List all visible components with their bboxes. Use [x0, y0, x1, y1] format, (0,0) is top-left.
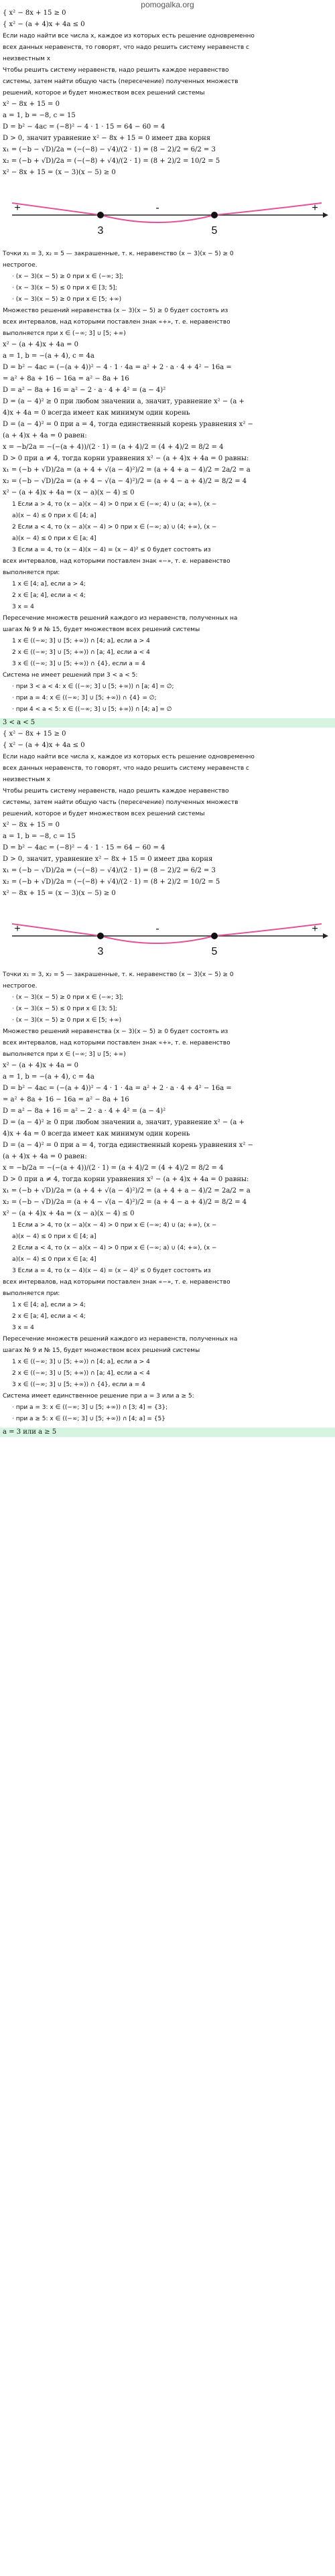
text-line: неизвестным x: [3, 56, 51, 62]
text-line: нестрогое.: [3, 262, 38, 269]
text-line: a)(x − 4) ≤ 0 при x ∈ [a; 4]: [12, 535, 96, 542]
text-line: = a² + 8a + 16 − 16a = a² − 8a + 16: [3, 1096, 129, 1103]
text-line: x² − (a + 4)x + 4a = (x − a)(x − 4) ≤ 0: [3, 489, 135, 496]
text-line: x² − 8x + 15 = 0: [3, 821, 60, 829]
text-line: a = 1, b = −(a + 4), c = 4a: [3, 352, 94, 360]
text-line: шагах № 9 и № 15, будет множеством всех решений системы: [3, 626, 200, 633]
text-line: 3 x = 4: [12, 1325, 34, 1331]
text-line: выполняется при x ∈ (−∞; 3] ∪ [5; +∞): [3, 1051, 126, 1058]
text-line: x₂ = (−b + √D)/2a = (−(−8) + √4)/(2 · 1) = (8 + 2)/2 = 10/2 = 5: [3, 878, 220, 886]
text-line: Система имеет единственное решение при a = 3 или a ≥ 5:: [3, 1393, 194, 1400]
tick-label-5: 5: [211, 225, 218, 236]
text-line: нестрогое.: [3, 983, 38, 990]
point-3: [97, 212, 104, 218]
text-line: всех интервалов, над которыми поставлен знак «−», т. е. неравенство: [3, 1279, 230, 1286]
axis-arrow-icon: [323, 212, 328, 218]
text-line: · при a = 4: x ∈ ((−∞; 3] ∪ [5; +∞)) ∩ {4} = ∅;: [12, 695, 157, 701]
text-line: Пересечение множеств решений каждого из неравенств, полученных на: [3, 1336, 238, 1343]
text-line: Множество решений неравенства (x − 3)(x − 5) ≥ 0 будет состоять из: [3, 1028, 228, 1035]
answer-text: 3 < a < 5: [3, 719, 36, 726]
text-line: 3 x = 4: [12, 604, 34, 610]
text-line: 1 x ∈ ((−∞; 3] ∪ [5; +∞)) ∩ [4; a], если a > 4: [12, 638, 150, 645]
text-line: 3 Если a = 4, то (x − 4)(x − 4) = (x − 4)² ≤ 0 будет состоять из: [12, 547, 211, 553]
text-line: x² − 8x + 15 = 0: [3, 100, 60, 108]
text-line: 2 Если a < 4, то (x − a)(x − 4) > 0 при x ∈ (−∞; a) ∪ (4; +∞), (x −: [12, 1245, 217, 1251]
text-line: x₂ = (−b − √D)/2a = (a + 4 − √(a − 4)²)/2 = (a + 4 − a + 4)/2 = 8/2 = 4: [3, 1199, 247, 1206]
text-line: 4)x + 4a = 0 всегда имеет как минимум один корень: [3, 1130, 190, 1138]
text-line: выполняется при x ∈ (−∞; 3] ∪ [5; +∞): [3, 330, 126, 337]
text-line: 2 x ∈ [a; 4], если a < 4;: [12, 1313, 86, 1320]
text-line: x² − 8x + 15 = (x − 3)(x − 5) ≥ 0: [3, 890, 116, 897]
text-line: { x² − (a + 4)x + 4a ≤ 0: [3, 21, 85, 28]
text-line: · при 4 < a < 5: x ∈ ((−∞; 3] ∪ [5; +∞)) ∩ [4; a] = ∅: [12, 706, 172, 713]
plus-sign-left: +: [14, 202, 21, 214]
text-line: (a + 4)x + 4a = 0 равен:: [3, 432, 87, 439]
text-line: D = b² − 4ac = (−8)² − 4 · 1 · 15 = 64 − 60 = 4: [3, 123, 165, 131]
sign-arc-right: [214, 203, 322, 215]
text-line: x₂ = (−b + √D)/2a = (−(−8) + √4)/(2 · 1) = (8 + 2)/2 = 10/2 = 5: [3, 157, 220, 165]
text-line: a)(x − 4) ≤ 0 при x ∈ [4; a]: [12, 1233, 96, 1240]
text-line: D = b² − 4ac = (−8)² − 4 · 1 · 15 = 64 − 60 = 4: [3, 844, 165, 852]
text-line: Система не имеет решений при 3 < a < 5:: [3, 672, 138, 679]
text-line: D > 0 при a ≠ 4, тогда корни уравнения x² − (a + 4)x + 4a = 0 равны:: [3, 1176, 249, 1183]
text-line: a)(x − 4) ≤ 0 при x ∈ [4; a]: [12, 513, 96, 519]
number-line-svg: [0, 904, 335, 968]
site-logo[interactable]: pomogalka.org: [141, 0, 194, 9]
text-line: системы, затем найти общую часть (пересечение) полученных множеств: [3, 78, 239, 85]
text-line: D = a² − 8a + 16 = a² − 2 · a · 4 + 4² = (a − 4)²: [3, 387, 166, 394]
text-line: { x² − (a + 4)x + 4a ≤ 0: [3, 742, 85, 749]
text-line: D > 0, значит, уравнение x² − 8x + 15 = 0 имеет два корня: [3, 856, 213, 863]
text-line: всех интервалов, над которыми поставлен знак «+», т. е. неравенство: [3, 1040, 230, 1046]
text-line: Чтобы решить систему неравенств, надо решить каждое неравенство: [3, 788, 229, 795]
text-line: x = −b/2a = −(−(a + 4))/(2 · 1) = (a + 4)/2 = (4 + 4)/2 = 8/2 = 4: [3, 444, 224, 451]
text-line: 1 Если a > 4, то (x − a)(x − 4) > 0 при x ∈ (−∞; 4) ∪ (a; +∞), (x −: [12, 501, 217, 508]
text-line: a = 1, b = −8, c = 15: [3, 833, 76, 840]
text-line: решений, которое и будет множеством всех решений системы: [3, 90, 205, 96]
tick-label-3: 3: [97, 225, 104, 236]
point-5: [211, 933, 218, 939]
text-line: D > 0 при a ≠ 4, тогда корни уравнения x² − (a + 4)x + 4a = 0 равны:: [3, 455, 249, 462]
text-line: Если надо найти все числа x, каждое из которых есть решение одновременно: [3, 754, 255, 760]
text-line: 4)x + 4a = 0 всегда имеет как минимум один корень: [3, 409, 190, 417]
text-line: · при a = 3: x ∈ ((−∞; 3] ∪ [5; +∞)) ∩ [3; 4] = {3};: [12, 1404, 168, 1411]
minus-sign-middle: -: [155, 923, 159, 935]
text-line: · (x − 3)(x − 5) ≤ 0 при x ∈ [3; 5];: [12, 285, 117, 291]
text-line: { x² − 8x + 15 ≥ 0: [3, 730, 66, 738]
text-line: · (x − 3)(x − 5) ≥ 0 при x ∈ [5; +∞): [12, 1017, 122, 1024]
text-line: x₁ = (−b − √D)/2a = (−(−8) − √4)/(2 · 1) = (8 − 2)/2 = 6/2 = 3: [3, 146, 216, 153]
text-line: 1 Если a > 4, то (x − a)(x − 4) > 0 при x ∈ (−∞; 4) ∪ (a; +∞), (x −: [12, 1222, 217, 1229]
text-line: x₁ = (−b − √D)/2a = (−(−8) − √4)/(2 · 1) = (8 − 2)/2 = 6/2 = 3: [3, 867, 216, 874]
text-line: 1 x ∈ ((−∞; 3] ∪ [5; +∞)) ∩ [4; a], если a > 4: [12, 1359, 150, 1365]
text-line: x² − (a + 4)x + 4a = 0: [3, 1062, 79, 1069]
text-line: D = b² − 4ac = (−(a + 4))² − 4 · 1 · 4a = a² + 2 · a · 4 + 4² − 16a =: [3, 1085, 232, 1092]
text-line: D = (a − 4)² ≥ 0 при любом значении a, значит, уравнение x² − (a +: [3, 1119, 245, 1126]
text-line: Множество решений неравенства (x − 3)(x − 5) ≥ 0 будет состоять из: [3, 308, 228, 314]
sign-arc-left: [12, 924, 100, 936]
text-line: x₁ = (−b + √D)/2a = (a + 4 + √(a − 4)²)/2 = (a + 4 + a − 4)/2 = 2a/2 = a: [3, 1187, 251, 1195]
sign-arc-middle: [100, 215, 214, 222]
sign-arc-right: [214, 924, 322, 936]
number-line-svg: [0, 183, 335, 247]
tick-label-5: 5: [211, 946, 218, 957]
text-line: 3 x ∈ ((−∞; 3] ∪ [5; +∞)) ∩ {4}, если a = 4: [12, 1381, 145, 1388]
text-line: системы, затем найти общую часть (пересечение) полученных множеств: [3, 799, 239, 806]
text-line: { x² − 8x + 15 ≥ 0: [3, 9, 66, 17]
text-line: D = (a − 4)² = 0 при a = 4, тогда единственный корень уравнения x² −: [3, 1142, 253, 1149]
text-line: (a + 4)x + 4a = 0 равен:: [3, 1153, 87, 1160]
minus-sign-middle: -: [155, 202, 159, 214]
text-line: Чтобы решить систему неравенств, надо решить каждое неравенство: [3, 67, 229, 74]
text-line: x₂ = (−b − √D)/2a = (a + 4 − √(a − 4)²)/2 = (a + 4 − a + 4)/2 = 8/2 = 4: [3, 478, 247, 485]
text-line: выполняется при:: [3, 1290, 60, 1297]
text-line: = a² + 8a + 16 − 16a = a² − 8a + 16: [3, 375, 129, 383]
text-line: Точки x₁ = 3, x₂ = 5 — закрашенные, т. к. неравенство (x − 3)(x − 5) ≥ 0: [3, 971, 234, 978]
answer-highlight-2: [0, 1428, 335, 1437]
answer-text-2: a = 3 или a ≥ 5: [3, 1428, 57, 1436]
plus-sign-right: +: [312, 923, 318, 935]
text-line: x = −b/2a = −(−(a + 4))/(2 · 1) = (a + 4)/2 = (4 + 4)/2 = 8/2 = 4: [3, 1164, 224, 1172]
text-line: · (x − 3)(x − 5) ≥ 0 при x ∈ (−∞; 3];: [12, 994, 124, 1001]
text-line: шагах № 9 и № 15, будет множеством всех решений системы: [3, 1347, 200, 1354]
text-line: решений, которое и будет множеством всех решений системы: [3, 811, 205, 817]
number-line-diagram-2: [0, 904, 335, 968]
sign-arc-middle: [100, 936, 214, 943]
text-line: D = b² − 4ac = (−(a + 4))² − 4 · 1 · 4a = a² + 2 · a · 4 + 4² − 16a =: [3, 364, 232, 371]
text-line: a = 1, b = −8, c = 15: [3, 112, 76, 119]
text-line: · (x − 3)(x − 5) ≤ 0 при x ∈ [3; 5];: [12, 1006, 117, 1012]
text-line: D = (a − 4)² = 0 при a = 4, тогда единственный корень уравнения x² −: [3, 421, 253, 428]
text-line: · (x − 3)(x − 5) ≥ 0 при x ∈ (−∞; 3];: [12, 273, 124, 280]
text-line: Если надо найти все числа x, каждое из которых есть решение одновременно: [3, 33, 255, 40]
axis-arrow-icon: [323, 933, 328, 939]
text-line: всех данных неравенств, то говорят, что надо решить систему неравенств с: [3, 44, 249, 51]
text-line: 3 Если a = 4, то (x − 4)(x − 4) = (x − 4)² ≤ 0 будет состоять из: [12, 1268, 211, 1274]
text-line: всех интервалов, над которыми поставлен знак «−», т. е. неравенство: [3, 558, 230, 565]
text-line: Точки x₁ = 3, x₂ = 5 — закрашенные, т. к. неравенство (x − 3)(x − 5) ≥ 0: [3, 251, 234, 257]
plus-sign-left: +: [14, 923, 21, 935]
text-line: · при 3 < a < 4: x ∈ ((−∞; 3] ∪ [5; +∞)) ∩ [a; 4] = ∅;: [12, 683, 174, 690]
text-line: выполняется при:: [3, 569, 60, 576]
text-line: D = a² − 8a + 16 = a² − 2 · a · 4 + 4² = (a − 4)²: [3, 1107, 166, 1115]
plus-sign-right: +: [312, 202, 318, 214]
number-line-diagram: [0, 183, 335, 247]
tick-label-3: 3: [97, 946, 104, 957]
text-line: D > 0, значит уравнение x² − 8x + 15 = 0 имеет два корня: [3, 135, 211, 142]
text-line: 2 x ∈ ((−∞; 3] ∪ [5; +∞)) ∩ [a; 4], если a < 4: [12, 1370, 150, 1377]
text-line: x₁ = (−b + √D)/2a = (a + 4 + √(a − 4)²)/2 = (a + 4 + a − 4)/2 = 2a/2 = a: [3, 466, 251, 474]
text-line: 3 x ∈ ((−∞; 3] ∪ [5; +∞)) ∩ {4}, если a = 4: [12, 661, 145, 667]
text-line: D = (a − 4)² ≥ 0 при любом значении a, значит, уравнение x² − (a +: [3, 398, 245, 405]
text-line: всех данных неравенств, то говорят, что надо решить систему неравенств с: [3, 765, 249, 772]
text-line: Пересечение множеств решений каждого из неравенств, полученных на: [3, 615, 238, 622]
text-line: 2 x ∈ [a; 4], если a < 4;: [12, 592, 86, 599]
answer-highlight: [0, 718, 335, 728]
text-line: a)(x − 4) ≤ 0 при x ∈ [a; 4]: [12, 1256, 96, 1263]
point-3: [97, 933, 104, 939]
text-line: · (x − 3)(x − 5) ≥ 0 при x ∈ [5; +∞): [12, 296, 122, 303]
text-line: · при a ≥ 5: x ∈ ((−∞; 3] ∪ [5; +∞)) ∩ [4; a] = {5}: [12, 1416, 165, 1422]
text-line: 2 x ∈ ((−∞; 3] ∪ [5; +∞)) ∩ [a; 4], если a < 4: [12, 649, 150, 656]
text-line: a = 1, b = −(a + 4), c = 4a: [3, 1073, 94, 1081]
text-line: 2 Если a < 4, то (x − a)(x − 4) > 0 при x ∈ (−∞; a) ∪ (4; +∞), (x −: [12, 524, 217, 531]
point-5: [211, 212, 218, 218]
text-line: x² − (a + 4)x + 4a = (x − a)(x − 4) ≤ 0: [3, 1210, 135, 1217]
text-line: x² − (a + 4)x + 4a = 0: [3, 341, 79, 348]
text-line: всех интервалов, над которыми поставлен знак «+», т. е. неравенство: [3, 319, 230, 326]
text-line: неизвестным x: [3, 776, 51, 783]
text-line: 1 x ∈ [4; a], если a > 4;: [12, 1302, 86, 1308]
text-line: 1 x ∈ [4; a], если a > 4;: [12, 581, 86, 588]
sign-arc-left: [12, 203, 100, 215]
text-line: x² − 8x + 15 = (x − 3)(x − 5) ≥ 0: [3, 169, 116, 176]
